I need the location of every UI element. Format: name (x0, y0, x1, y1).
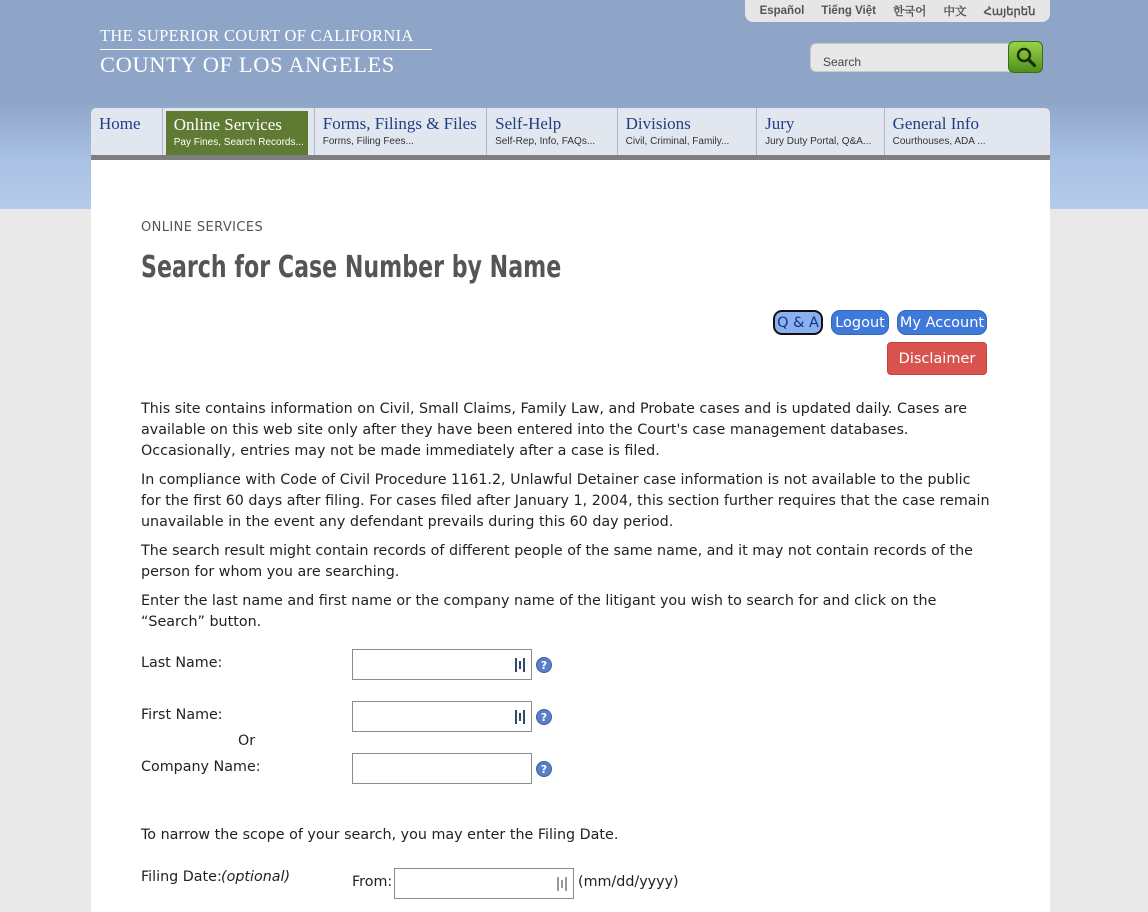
nav-self-help-title: Self-Help (495, 114, 562, 133)
nav-self-help[interactable] (487, 108, 618, 155)
language-link-armenian[interactable]: Հայերեն (983, 6, 1036, 18)
disclaimer-button[interactable]: Disclaimer (887, 342, 987, 375)
my-account-button[interactable]: My Account (897, 310, 987, 335)
page-title: Search for Case Number by Name (141, 250, 562, 285)
logout-button[interactable]: Logout (831, 310, 889, 335)
autofill-icon (515, 710, 526, 724)
nav-home-title: Home (99, 114, 141, 133)
first-name-field[interactable] (352, 701, 532, 732)
first-name-help-icon[interactable]: ? (536, 709, 552, 725)
autofill-icon (557, 877, 568, 891)
nav-online-services-sub: Pay Fines, Search Records... (173, 137, 304, 148)
nav-jury-sub: Jury Duty Portal, Q&A... (765, 136, 872, 147)
nav-forms-filings-title: Forms, Filings & Files (322, 114, 477, 133)
last-name-help-icon[interactable]: ? (536, 657, 552, 673)
nav-divisions-title: Divisions (625, 114, 691, 133)
nav-forms-filings-sub: Forms, Filing Fees... (322, 136, 414, 147)
nav-self-help-sub: Self-Rep, Info, FAQs... (495, 136, 596, 147)
autofill-icon (515, 658, 526, 672)
last-name-field[interactable] (352, 649, 532, 680)
intro-paragraph-4: Enter the last name and first name or the company name of the litigant you wish to search for and click on the “Search” button. (141, 593, 937, 630)
section-label: ONLINE SERVICES (141, 220, 264, 235)
company-name-label: Company Name: (141, 759, 261, 775)
company-name-help-icon[interactable]: ? (536, 761, 552, 777)
language-link-korean[interactable]: 한국어 (893, 6, 927, 18)
language-link-spanish[interactable]: Español (759, 5, 805, 17)
language-link-chinese[interactable]: 中文 (943, 6, 967, 18)
main-content (91, 160, 1050, 912)
intro-paragraph-2: In compliance with Code of Civil Procedure 1161.2, Unlawful Detainer case information is not available to the public for the first 60 days after filing. For cases filed after January 1, 2004, this section further requires that the case remain unavailable in the event any defendant prevails during this 60 day period. (141, 472, 990, 530)
nav-online-services-title: Online Services (173, 115, 282, 134)
intro-paragraph-3: The search result might contain records of different people of the same name, and it may not contain records of the person for whom you are searching. (141, 543, 973, 580)
language-bar (745, 0, 1050, 22)
site-search-button[interactable] (1008, 41, 1043, 73)
company-name-field[interactable] (352, 753, 532, 784)
nav-general-info-sub: Courthouses, ADA ... (892, 136, 986, 147)
qa-button[interactable]: Q & A (773, 310, 823, 335)
logo-line-2: COUNTY OF LOS ANGELES (100, 52, 395, 77)
intro-paragraph-1: This site contains information on Civil, Small Claims, Family Law, and Probate cases and is updated daily. Cases are available on this web site only after they have been entered into the Court's case management databases. Occasionally, entries may not be made immediately after a case is filed. (141, 401, 968, 459)
court-logo[interactable] (100, 26, 432, 78)
nav-forms-filings[interactable] (314, 108, 487, 155)
nav-online-services[interactable] (166, 111, 308, 155)
nav-general-info[interactable] (885, 108, 1050, 155)
main-nav (91, 108, 1050, 160)
optional-label: (optional) (221, 869, 291, 885)
magnifier-icon (1015, 46, 1037, 68)
nav-jury-title: Jury (765, 114, 795, 133)
nav-divisions[interactable] (618, 108, 757, 155)
nav-divisions-sub: Civil, Criminal, Family... (625, 136, 730, 147)
first-name-label: First Name: (141, 707, 223, 723)
nav-general-info-title: General Info (892, 114, 980, 133)
site-search-input[interactable]: Search (810, 43, 1010, 72)
from-label: From: (352, 874, 393, 890)
or-label: Or (238, 733, 256, 749)
logo-line-1: THE SUPERIOR COURT OF CALIFORNIA (100, 26, 432, 50)
nav-jury[interactable] (757, 108, 885, 155)
last-name-label: Last Name: (141, 655, 223, 671)
language-link-vietnamese[interactable]: Tiếng Việt (821, 5, 876, 17)
filing-date-from-field[interactable] (394, 868, 574, 899)
narrow-scope-text: To narrow the scope of your search, you may enter the Filing Date. (141, 827, 619, 843)
filing-date-label: Filing Date: (141, 869, 222, 885)
date-format-hint: (mm/dd/yyyy) (578, 874, 679, 890)
nav-home[interactable] (91, 108, 163, 155)
